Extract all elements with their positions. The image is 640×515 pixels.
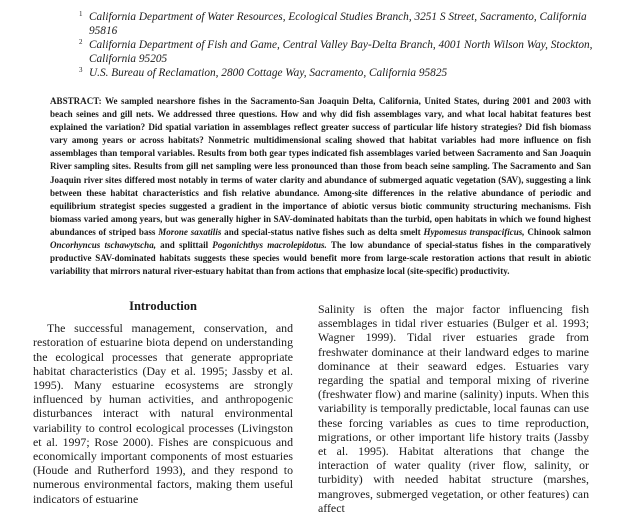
abstract-text-2: and special-status native fishes such as delta smelt (224, 226, 421, 237)
abstract-text-4: and splittail (160, 240, 209, 251)
affiliation-text-1: California Department of Water Resources, Ecological Studies Branch, 3251 S Street, Sacramento, California 95816 (89, 11, 587, 37)
abstract-text-1: We sampled nearshore fishes in the Sacramento-San Joaquin Delta, California, United States, during 2001 and 2003 with beach seines and gill nets. We addressed three questions. How and why did fish assemblages vary, and what local habitat features best explained the variation? Did spatial variation in assemblages reflect greater success of particular life history strategies? Did fish biomass vary among years or across habitats? Nonmetric multidimensional scaling showed that habitat variables had more influence on fish assemblages than temporal variables. Results from both gear types indicated fish assemblages varied between Sacramento and San Joaquin River sampling sites. Results from gill net sampling were less pronounced than those from beach seine sampling. The Sacramento and San Joaquin river sites differed most notably in terms of water clarity and abundance of submerged aquatic vegetation (SAV), suggesting a link between these habitat characteristics and fish relative abundance. Among-site differences in the relative abundance of periodic and equilibrium strategist species suggested a gradient in the importance of abiotic versus biotic community structuring mechanisms. Fish biomass varied among years, but was generally higher in SAV-dominated habitats than the turbid, open habitats in which we found highest abundances of striped bass (50, 96, 591, 237)
abstract-text-5: The low abundance of special-status fishes in the comparatively productive SAV-dominated habitats suggests these species would benefit more from large-scale restoration actions that result in abiotic variability that mirrors natural river-estuary habitat than from actions that emphasize local (site-specific) productivity. (50, 240, 591, 277)
species-name-3: Oncorhyncus tschawytscha, (50, 240, 156, 251)
intro-paragraph-right: Salinity is often the major factor influencing fish assemblages in tidal river estuaries (Bulger et al. 1993; Wagner 1999). Tidal river estuaries grade from freshwater dominance at their landward edges to marine dominance at their seaward edges. Estuaries vary regarding the spatial and temporal mixing of riverine (freshwater flow) and marine (salinity) inputs. When this variability is temporally predictable, local faunas can use these forcing variables as cues to time reproduction, migrations, or other important life history traits (Jassby et al. 1995). Habitat alterations that change the interaction of water quality (river flow, salinity, or turbidity) with needed habitat structure (marshes, mangroves, submerged vegetation, or other features) can affect (318, 302, 589, 515)
abstract-label: ABSTRACT: (50, 96, 102, 106)
affiliation-text-3: U.S. Bureau of Reclamation, 2800 Cottage Way, Sacramento, California 95825 (89, 67, 448, 79)
species-name-4: Pogonichthys macrolepidotus. (212, 240, 327, 251)
affiliation-mark-2: 2 (79, 38, 83, 46)
right-column (318, 302, 589, 515)
affiliation-mark-1: 1 (79, 10, 83, 18)
section-heading-introduction: Introduction (129, 299, 197, 313)
left-column (33, 298, 293, 506)
affiliation-3 (79, 66, 599, 80)
intro-paragraph-left: The successful management, conservation, and restoration of estuarine biota depend on understanding the ecological processes that generate appropriate habitat characteristics (Day et al. 1995; Jassby et al. 1995). Many estuarine ecosystems are strongly influenced by human activities, and anthropogenic disturbances interact with natural environmental variability to control ecological processes (Livingston et al. 1997; Rose 2000). Fishes are conspicuous and economically important components of most estuaries (Houde and Rutherford 1993), and they respond to numerous environmental factors, making them useful indicators of estuarine (33, 321, 293, 506)
species-name-1: Morone saxatilis (158, 226, 222, 237)
affiliation-text-2: California Department of Fish and Game, Central Valley Bay-Delta Branch, 4001 North Wilson Way, Stockton, California 95205 (89, 39, 593, 65)
affiliation-1 (79, 10, 599, 38)
species-name-2: Hypomesus transpacificus, (423, 226, 525, 237)
abstract-text-3: Chinook salmon (527, 226, 592, 237)
abstract (50, 95, 591, 278)
affiliation-2 (79, 38, 599, 66)
affiliation-mark-3: 3 (79, 66, 83, 74)
